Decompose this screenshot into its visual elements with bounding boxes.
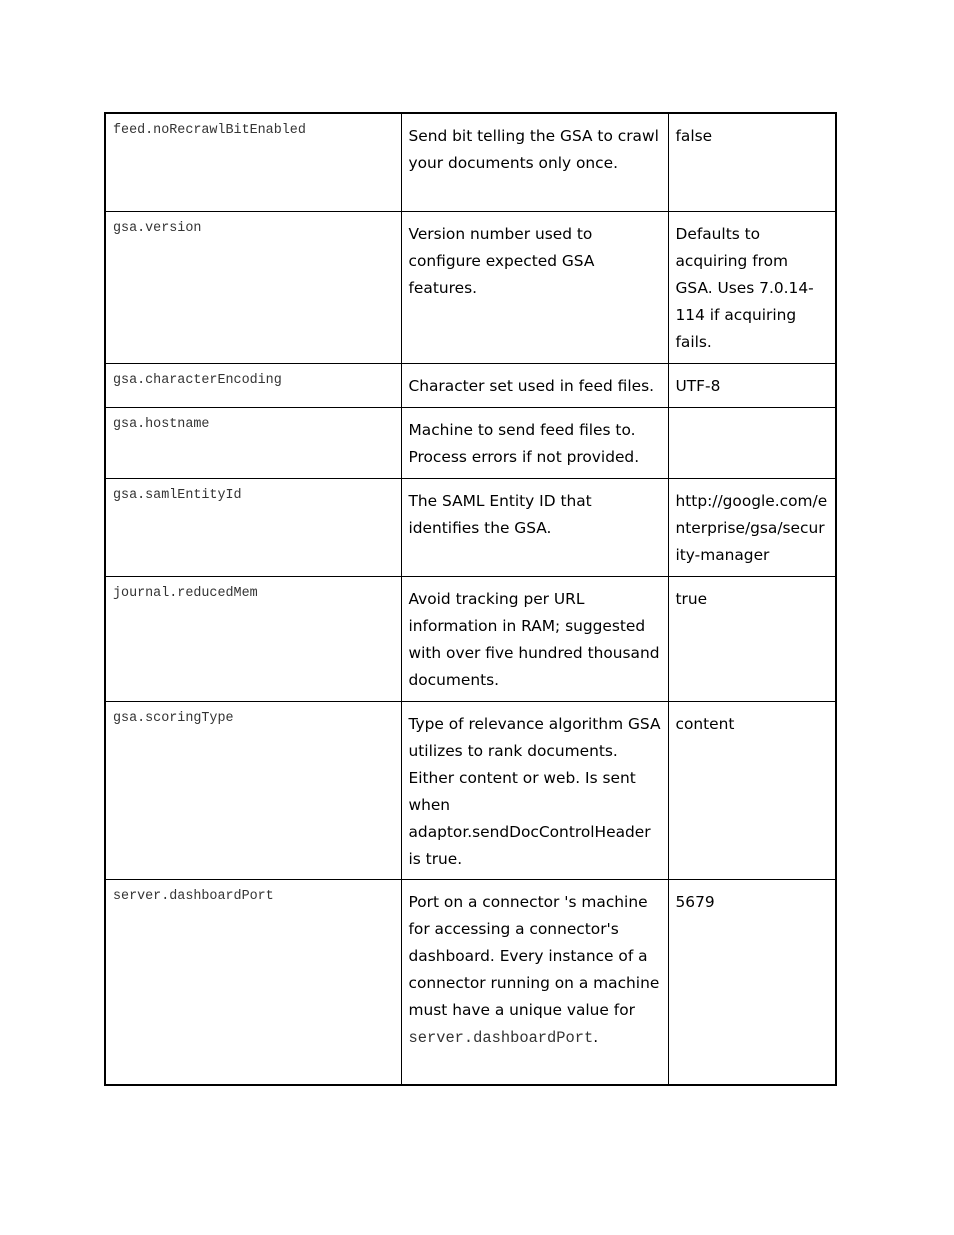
- property-description: Send bit telling the GSA to crawl your documents only once.: [408, 127, 659, 172]
- property-default: content: [675, 714, 735, 733]
- table-row: [105, 478, 836, 576]
- property-default: true: [675, 589, 708, 608]
- property-default-cell: [668, 211, 836, 363]
- property-name: gsa.samlEntityId: [113, 487, 242, 503]
- property-default-cell: [668, 576, 836, 701]
- property-name-cell: [105, 478, 401, 576]
- property-description-cell: [401, 113, 668, 211]
- property-description-cell: [401, 407, 668, 478]
- property-description-cell: [401, 363, 668, 407]
- property-description-tail: .: [593, 1027, 599, 1046]
- property-description-cell: [401, 879, 668, 1085]
- property-description-cell: [401, 478, 668, 576]
- property-description: The SAML Entity ID that identifies the GSA.: [408, 491, 592, 537]
- property-name: gsa.characterEncoding: [113, 372, 282, 388]
- table-row: [105, 879, 836, 1085]
- property-name: gsa.hostname: [113, 416, 210, 432]
- property-description-text: Port on a connector 's machine for accessing a connector's dashboard. Every instance of a connector running on a machine must have a unique value for: [408, 892, 660, 1019]
- property-description-cell: [401, 211, 668, 363]
- table-row: [105, 211, 836, 363]
- property-name: feed.noRecrawlBitEnabled: [113, 123, 306, 138]
- property-default-cell: [668, 407, 836, 478]
- property-name: gsa.scoringType: [113, 710, 234, 726]
- table-row: [105, 701, 836, 879]
- property-name-cell: [105, 407, 401, 478]
- property-default: [676, 415, 829, 417]
- property-default-cell: [668, 701, 836, 879]
- property-description-cell: [401, 576, 668, 701]
- property-name-cell: [105, 211, 401, 363]
- property-default-cell: [668, 879, 836, 1085]
- property-default: UTF-8: [675, 376, 721, 395]
- property-default-cell: [668, 113, 836, 211]
- property-default: Defaults to acquiring from GSA. Uses 7.0.14-114 if acquiring fails.: [675, 224, 814, 351]
- property-name-cell: [105, 879, 401, 1085]
- property-name: journal.reducedMem: [113, 585, 258, 601]
- property-description-cell: [401, 701, 668, 879]
- property-description: [409, 887, 661, 1052]
- property-description: Machine to send feed files to. Process errors if not provided.: [408, 420, 640, 466]
- property-description: Version number used to configure expected GSA features.: [408, 224, 595, 297]
- property-description: Type of relevance algorithm GSA utilizes to rank documents. Either content or web. Is sent when adaptor.sendDocControlHeader is true.: [408, 714, 661, 868]
- property-default-cell: [668, 363, 836, 407]
- property-name-cell: [105, 576, 401, 701]
- property-default-cell: [668, 478, 836, 576]
- property-name-cell: [105, 363, 401, 407]
- property-default: false: [675, 127, 713, 145]
- property-default: 5679: [675, 892, 715, 911]
- property-name: gsa.version: [113, 220, 202, 236]
- table-row: [105, 407, 836, 478]
- property-name-cell: [105, 113, 401, 211]
- table-row: [105, 113, 836, 211]
- property-description: Character set used in feed files.: [408, 376, 654, 395]
- properties-table: [104, 112, 837, 1086]
- property-name-cell: [105, 701, 401, 879]
- property-name: server.dashboardPort: [113, 888, 274, 904]
- property-default: http://google.com/enterprise/gsa/security-manager: [675, 491, 828, 564]
- table-row: [105, 576, 836, 701]
- inline-code: server.dashboardPort: [408, 1028, 594, 1047]
- table-row: [105, 363, 836, 407]
- property-description: Avoid tracking per URL information in RAM; suggested with over five hundred thousand documents.: [408, 589, 660, 689]
